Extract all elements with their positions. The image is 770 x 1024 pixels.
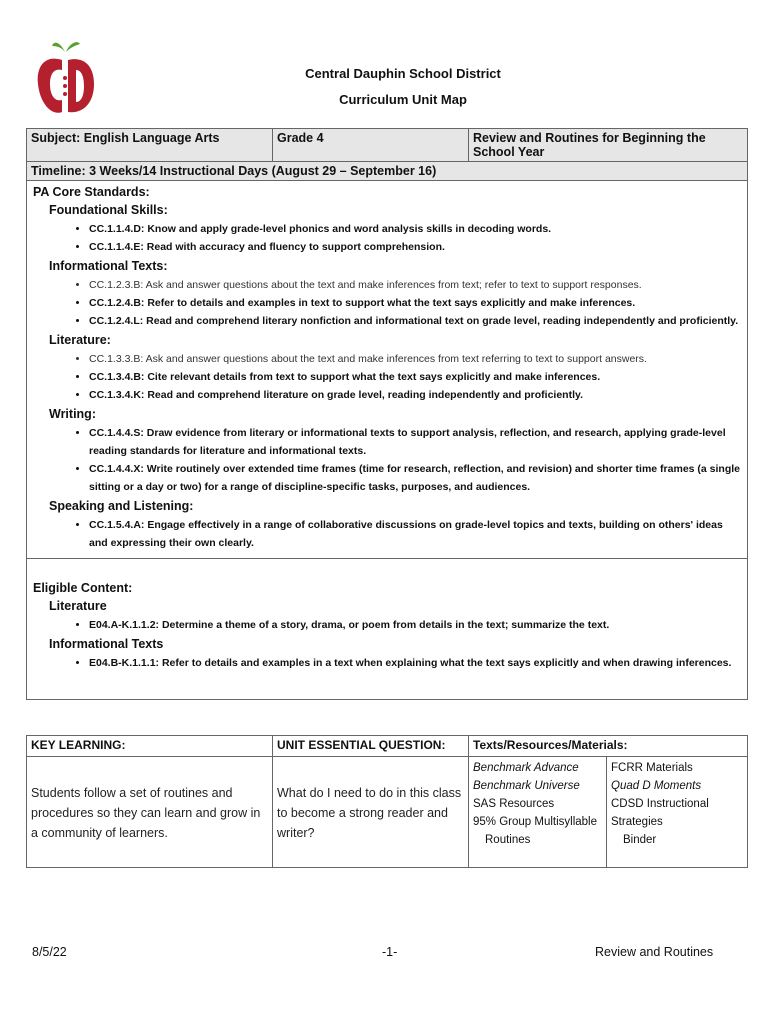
standards-list xyxy=(33,220,741,256)
group-title: Speaking and Listening: xyxy=(49,499,194,513)
standard-item: • CC.1.1.4.E: Read with accuracy and fluency to support comprehension. xyxy=(89,238,741,256)
standard-item: • E04.A-K.1.1.2: Determine a theme of a story, drama, or poem from details in the text; summarize the text. xyxy=(89,616,741,634)
standard-item: • CC.1.4.4.X: Write routinely over extended time frames (time for research, reflection, and revision) and shorter time frames (a single sitting or a day or two) for a range of discipline-specific tasks, purposes, and audiences. xyxy=(89,460,741,496)
standard-item: • CC.1.5.4.A: Engage effectively in a range of collaborative discussions on grade-level topics and texts, building on others' ideas and expressing their own clearly. xyxy=(89,516,741,552)
group-title: Writing: xyxy=(49,407,96,421)
footer-date: 8/5/22 xyxy=(32,945,67,959)
standard-item: • CC.1.2.3.B: Ask and answer questions about the text and make inferences from text; refer to text to support responses. xyxy=(89,276,741,294)
resource-item: FCRR Materials xyxy=(611,762,693,774)
standards-list xyxy=(33,616,741,634)
key-learning-text: Students follow a set of routines and procedures so they can learn and grow in a community of learners. xyxy=(27,757,273,867)
standards-list xyxy=(33,654,741,672)
timeline-cell: Timeline: 3 Weeks/14 Instructional Days (August 29 – September 16) xyxy=(27,162,747,180)
standard-item: • CC.1.1.4.D: Know and apply grade-level phonics and word analysis skills in decoding words. xyxy=(89,220,741,238)
resource-item: Benchmark Universe xyxy=(473,780,580,792)
group-title: Literature: xyxy=(49,333,111,347)
resource-item: Quad D Moments xyxy=(611,780,702,792)
essential-question-text: What do I need to do in this class to become a strong reader and writer? xyxy=(273,757,469,867)
resources-header: Texts/Resources/Materials: xyxy=(473,738,628,752)
unit-map-table xyxy=(26,128,748,700)
resource-item: 95% Group Multisyllable xyxy=(473,816,598,828)
standards-heading: PA Core Standards: xyxy=(33,185,150,199)
resource-item: Routines xyxy=(485,834,531,846)
key-learning-table xyxy=(26,735,748,868)
timeline-row xyxy=(27,162,747,181)
key-learning-body-row xyxy=(27,757,747,867)
unit-title-cell: Review and Routines for Beginning the School Year xyxy=(473,131,706,159)
subject-cell: Subject: English Language Arts xyxy=(27,129,273,161)
resource-item: Benchmark Advance xyxy=(473,762,579,774)
standards-groups xyxy=(33,203,741,552)
standards-list xyxy=(33,350,741,404)
standards-list xyxy=(33,424,741,496)
standard-item: • CC.1.3.4.B: Cite relevant details from text to support what the text says explicitly and make inferences. xyxy=(89,368,741,386)
resource-item: CDSD Instructional Strategies xyxy=(611,798,709,828)
group-title: Informational Texts: xyxy=(49,259,168,273)
district-name: Central Dauphin School District xyxy=(305,66,501,81)
eligible-groups xyxy=(33,599,741,672)
standard-item: • CC.1.3.3.B: Ask and answer questions about the text and make inferences from text referring to text to support answers. xyxy=(89,350,741,368)
group-title: Literature xyxy=(49,599,107,613)
grade-cell: Grade 4 xyxy=(273,129,469,161)
essential-question-header: UNIT ESSENTIAL QUESTION: xyxy=(273,736,469,756)
standard-item: • CC.1.4.4.S: Draw evidence from literary or informational texts to support analysis, reflection, and research, applying grade-level reading standards for literature and informational texts. xyxy=(89,424,741,460)
standards-list xyxy=(33,276,741,330)
footer-page-number: -1- xyxy=(382,945,398,959)
key-learning-header: KEY LEARNING: xyxy=(27,736,273,756)
standard-item: • E04.B-K.1.1.1: Refer to details and examples in a text when explaining what the text says explicitly and when drawing inferences. xyxy=(89,654,741,672)
group-title: Informational Texts xyxy=(49,637,164,651)
standards-list xyxy=(33,516,741,552)
resources-list-1 xyxy=(469,757,607,867)
standard-item: • CC.1.2.4.B: Refer to details and examples in text to support what the text says explicitly and make inferences. xyxy=(89,294,741,312)
eligible-heading: Eligible Content: xyxy=(33,581,133,595)
info-row xyxy=(27,129,747,162)
resources-cell xyxy=(469,757,747,867)
standard-item: • CC.1.2.4.L: Read and comprehend literary nonfiction and informational text on grade level, reading independently and proficiently. xyxy=(89,312,741,330)
resources-list-2 xyxy=(607,757,747,867)
eligible-content-section xyxy=(27,559,747,699)
key-learning-header-row xyxy=(27,736,747,757)
resource-item: SAS Resources xyxy=(473,798,555,810)
resource-item: Binder xyxy=(623,834,657,846)
standard-item: • CC.1.3.4.K: Read and comprehend literature on grade level, reading independently and proficiently. xyxy=(89,386,741,404)
footer-unit: Review and Routines xyxy=(595,945,714,959)
group-title: Foundational Skills: xyxy=(49,203,168,217)
standards-section xyxy=(27,181,747,559)
document-title: Curriculum Unit Map xyxy=(339,92,467,107)
